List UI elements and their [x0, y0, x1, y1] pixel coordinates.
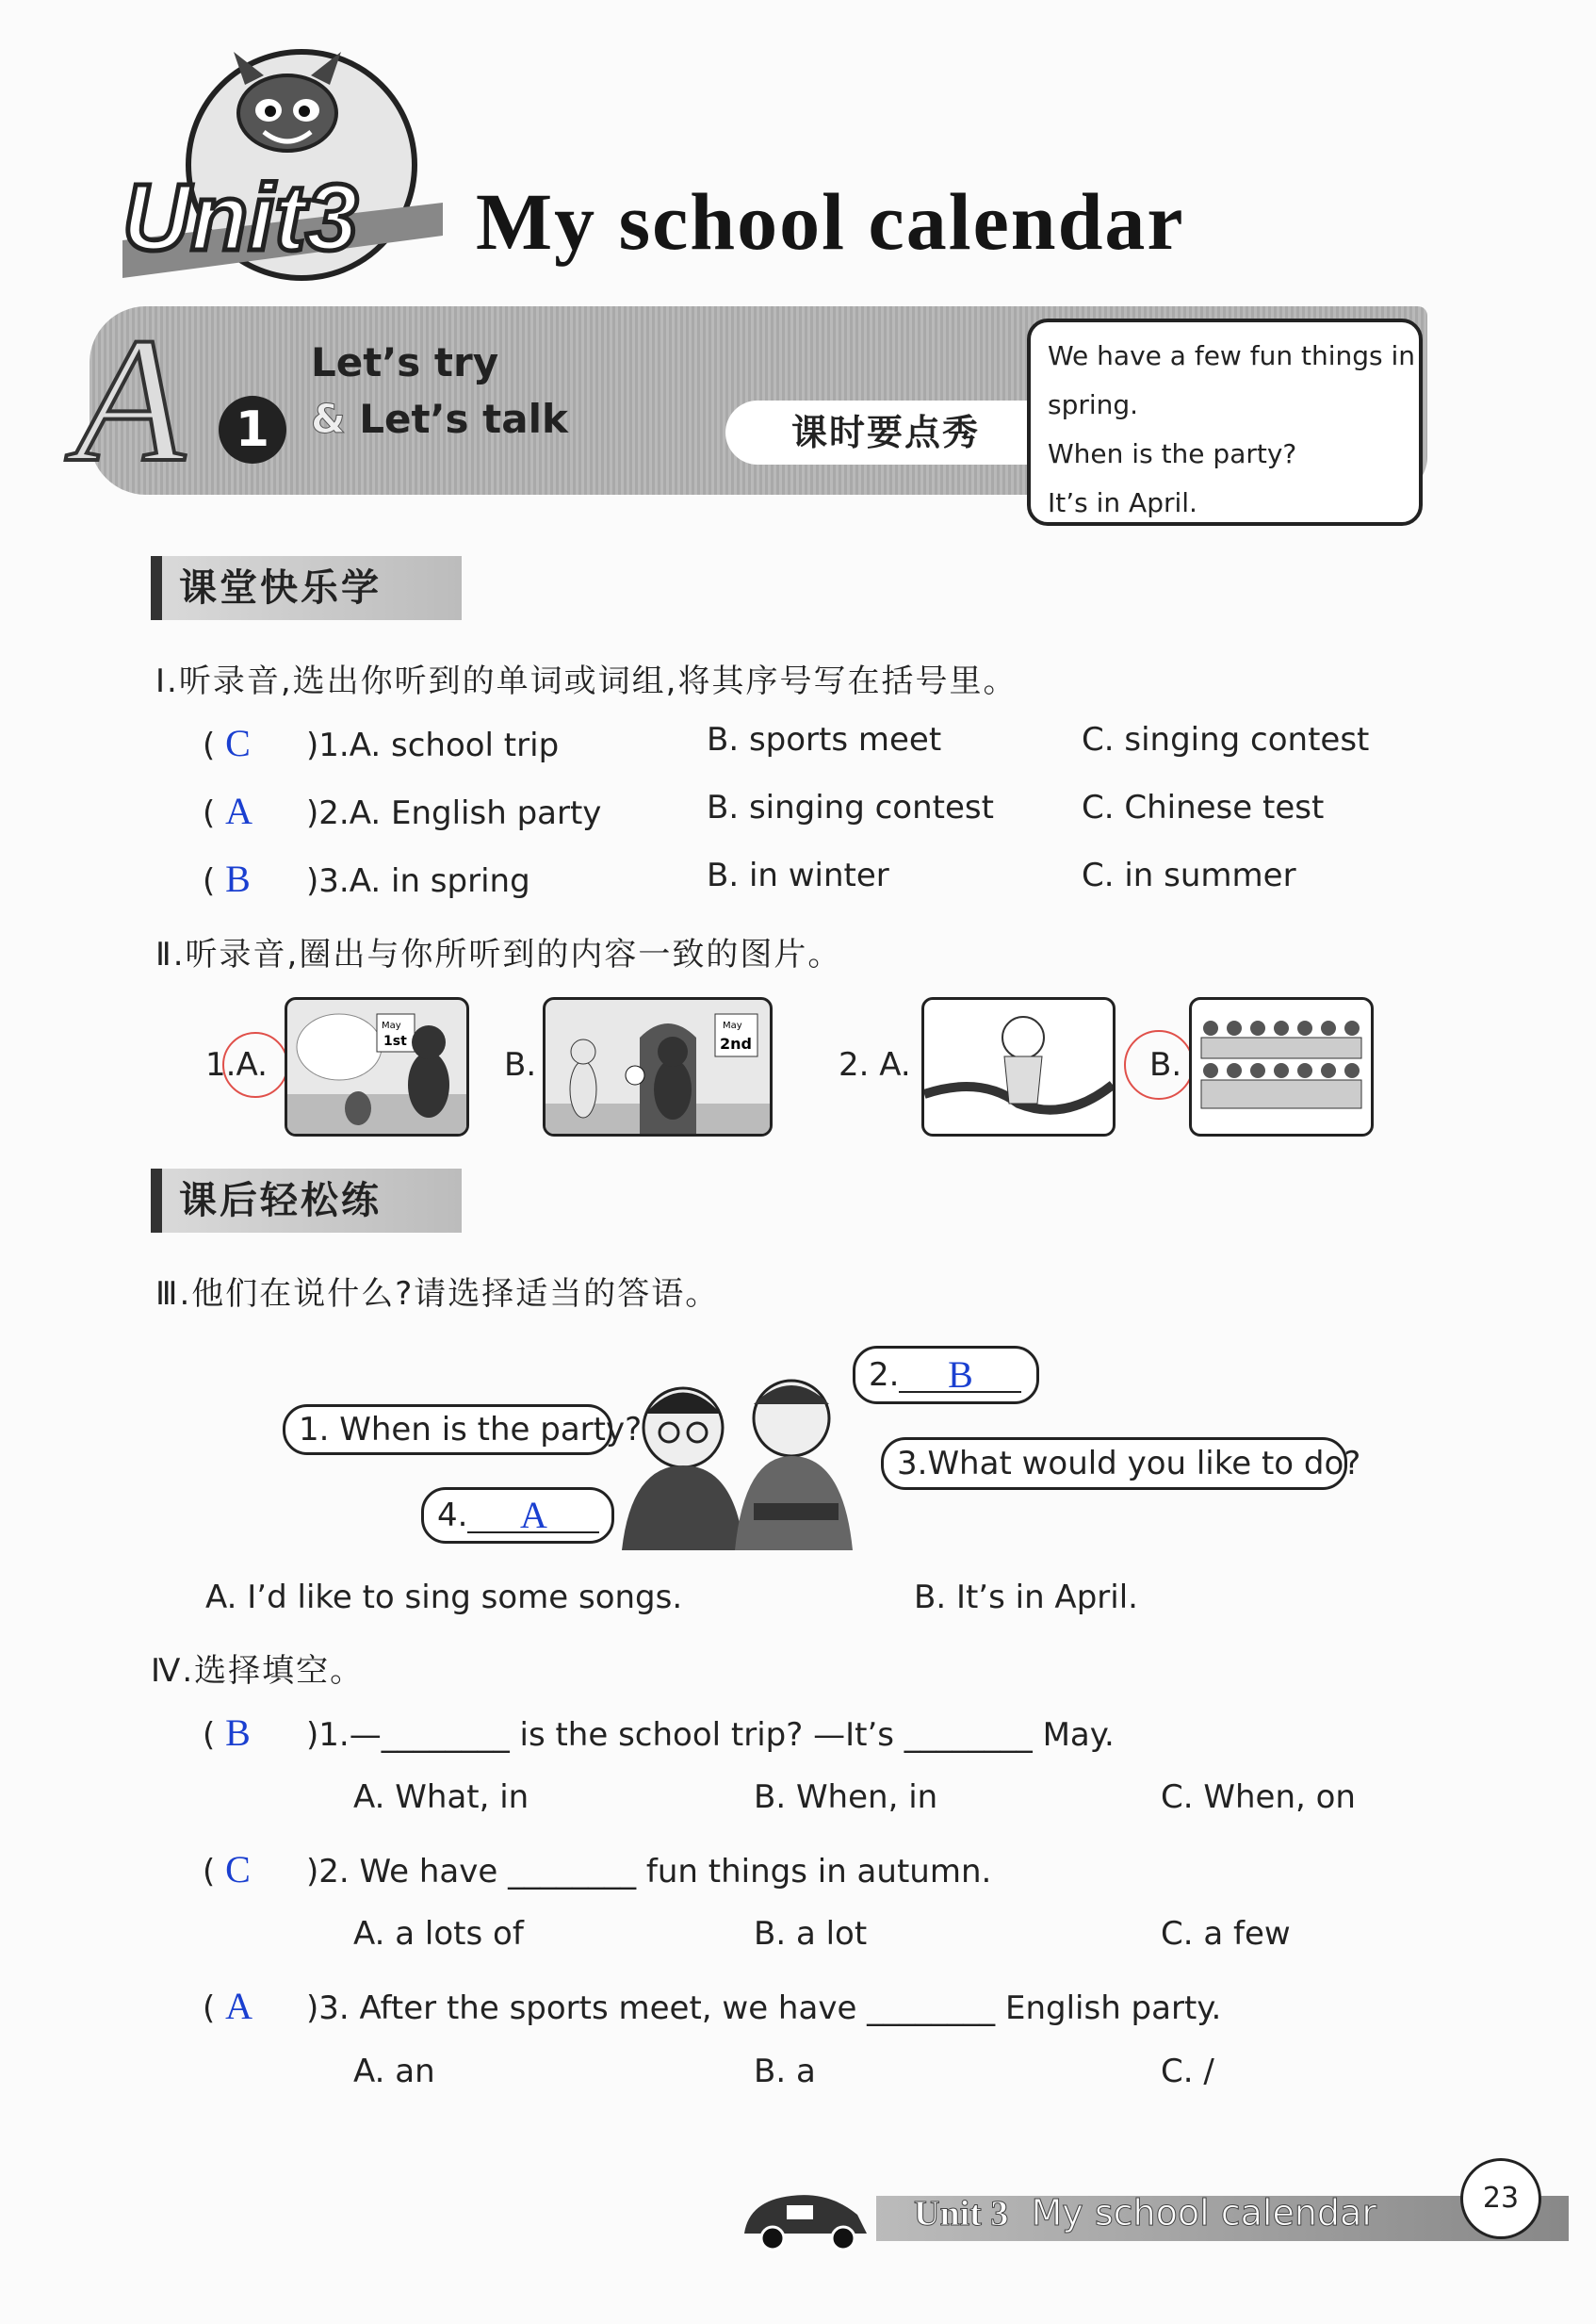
lesson-number-badge: 1	[219, 396, 286, 464]
handwritten-answer: A	[225, 790, 252, 832]
paren-open: ( C	[203, 722, 251, 764]
two-boys-talking-illustration	[603, 1362, 867, 1550]
key-points-label: 课时要点秀	[725, 401, 1046, 465]
unit-badge-logo	[122, 42, 452, 297]
q1-item-1-b: B. sports meet	[707, 721, 942, 759]
svg-text:1st: 1st	[383, 1034, 407, 1049]
handwritten-answer: B	[948, 1352, 973, 1396]
speech-bubble-1: 1. When is the party?	[283, 1404, 612, 1455]
handwritten-answer: C	[225, 722, 251, 764]
speech-bubble-4: 4. A	[421, 1487, 614, 1544]
svg-text:May: May	[382, 1021, 401, 1031]
page-number: 23	[1460, 2158, 1541, 2239]
q4-item-2-c: C. a few	[1161, 1915, 1291, 1953]
speech-bubble-2: 2. B	[853, 1346, 1039, 1404]
q4-item-1: ( B )1.—________ is the school trip? —It’s ________ May.	[203, 1711, 1115, 1754]
picture-party-may-1st	[285, 997, 469, 1137]
svg-text:May: May	[723, 1021, 742, 1031]
q4-item-1-b: B. When, in	[754, 1778, 938, 1816]
handwritten-answer: B	[225, 1711, 251, 1754]
q4-item-1-a: A. What, in	[353, 1778, 529, 1816]
q3-option-a: A. I’d like to sing some songs.	[205, 1579, 683, 1616]
key-point: It’s in April.	[1048, 487, 1197, 518]
q4-item-1-c: C. When, on	[1161, 1778, 1356, 1816]
answer-circle	[222, 1032, 288, 1098]
q4-item-3: ( A )3. After the sports meet, we have ________ English party.	[203, 1985, 1222, 2027]
q4-item-2-a: A. a lots of	[353, 1915, 524, 1953]
key-point: When is the party?	[1048, 438, 1297, 469]
picture-choir	[1189, 997, 1374, 1137]
q1-item-2-c: C. Chinese test	[1082, 789, 1325, 826]
key-point: We have a few fun things in	[1048, 340, 1416, 371]
q3-option-b: B. It’s in April.	[914, 1579, 1138, 1616]
q1-item-1: ( C )1.A. school trip	[203, 722, 560, 764]
page-title: My school calendar	[476, 176, 1185, 267]
q2-label-1b: B.	[504, 1046, 537, 1084]
svg-text:2nd: 2nd	[720, 1035, 752, 1053]
q2-heading: Ⅱ.听录音,圈出与你所听到的内容一致的图片。	[155, 936, 842, 974]
picture-running-race	[921, 997, 1116, 1137]
q2-label-1a: 1.A.	[205, 1046, 268, 1084]
q4-item-3-b: B. a	[754, 2053, 816, 2090]
key-point: spring.	[1048, 389, 1139, 420]
lesson-title-1: Let’s try	[311, 339, 499, 385]
lesson-letter: A	[75, 302, 186, 499]
car-icon	[735, 2182, 876, 2252]
q1-item-1-c: C. singing contest	[1082, 721, 1370, 759]
q4-item-2: ( C )2. We have ________ fun things in autumn.	[203, 1848, 992, 1890]
key-points-box	[1027, 319, 1423, 526]
q2-label-2a: 2. A.	[839, 1046, 911, 1084]
q1-item-2: ( A )2.A. English party	[203, 790, 602, 832]
q1-item-2-b: B. singing contest	[707, 789, 994, 826]
section-tag-after-class: 课后轻松练	[151, 1169, 462, 1233]
q1-item-3: ( B )3.A. in spring	[203, 858, 530, 900]
q2-label-2b: B.	[1149, 1046, 1182, 1084]
picture-football-may-2nd	[543, 997, 773, 1137]
q4-item-3-a: A. an	[353, 2053, 435, 2090]
q1-item-3-b: B. in winter	[707, 857, 889, 894]
footer-unit-title: Unit 3 My school calendar	[914, 2192, 1376, 2234]
q1-item-3-c: C. in summer	[1082, 857, 1296, 894]
ampersand: &	[311, 396, 346, 442]
q4-item-2-b: B. a lot	[754, 1915, 868, 1953]
q4-item-3-c: C. /	[1161, 2053, 1214, 2090]
q1-heading: Ⅰ.听录音,选出你听到的单词或词组,将其序号写在括号里。	[155, 663, 1018, 700]
unit-badge-text: Unit3	[122, 165, 358, 270]
q3-heading: Ⅲ.他们在说什么?请选择适当的答语。	[155, 1275, 720, 1313]
lesson-title-2-text: Let’s talk	[359, 396, 568, 442]
lesson-title-2	[311, 396, 568, 442]
handwritten-answer: C	[225, 1848, 251, 1890]
section-tag-classroom: 课堂快乐学	[151, 556, 462, 620]
handwritten-answer: B	[225, 858, 251, 900]
speech-bubble-3: 3.What would you like to do?	[881, 1437, 1347, 1490]
q4-heading: Ⅳ.选择填空。	[151, 1652, 365, 1690]
handwritten-answer: A	[520, 1493, 547, 1536]
handwritten-answer: A	[225, 1985, 252, 2027]
